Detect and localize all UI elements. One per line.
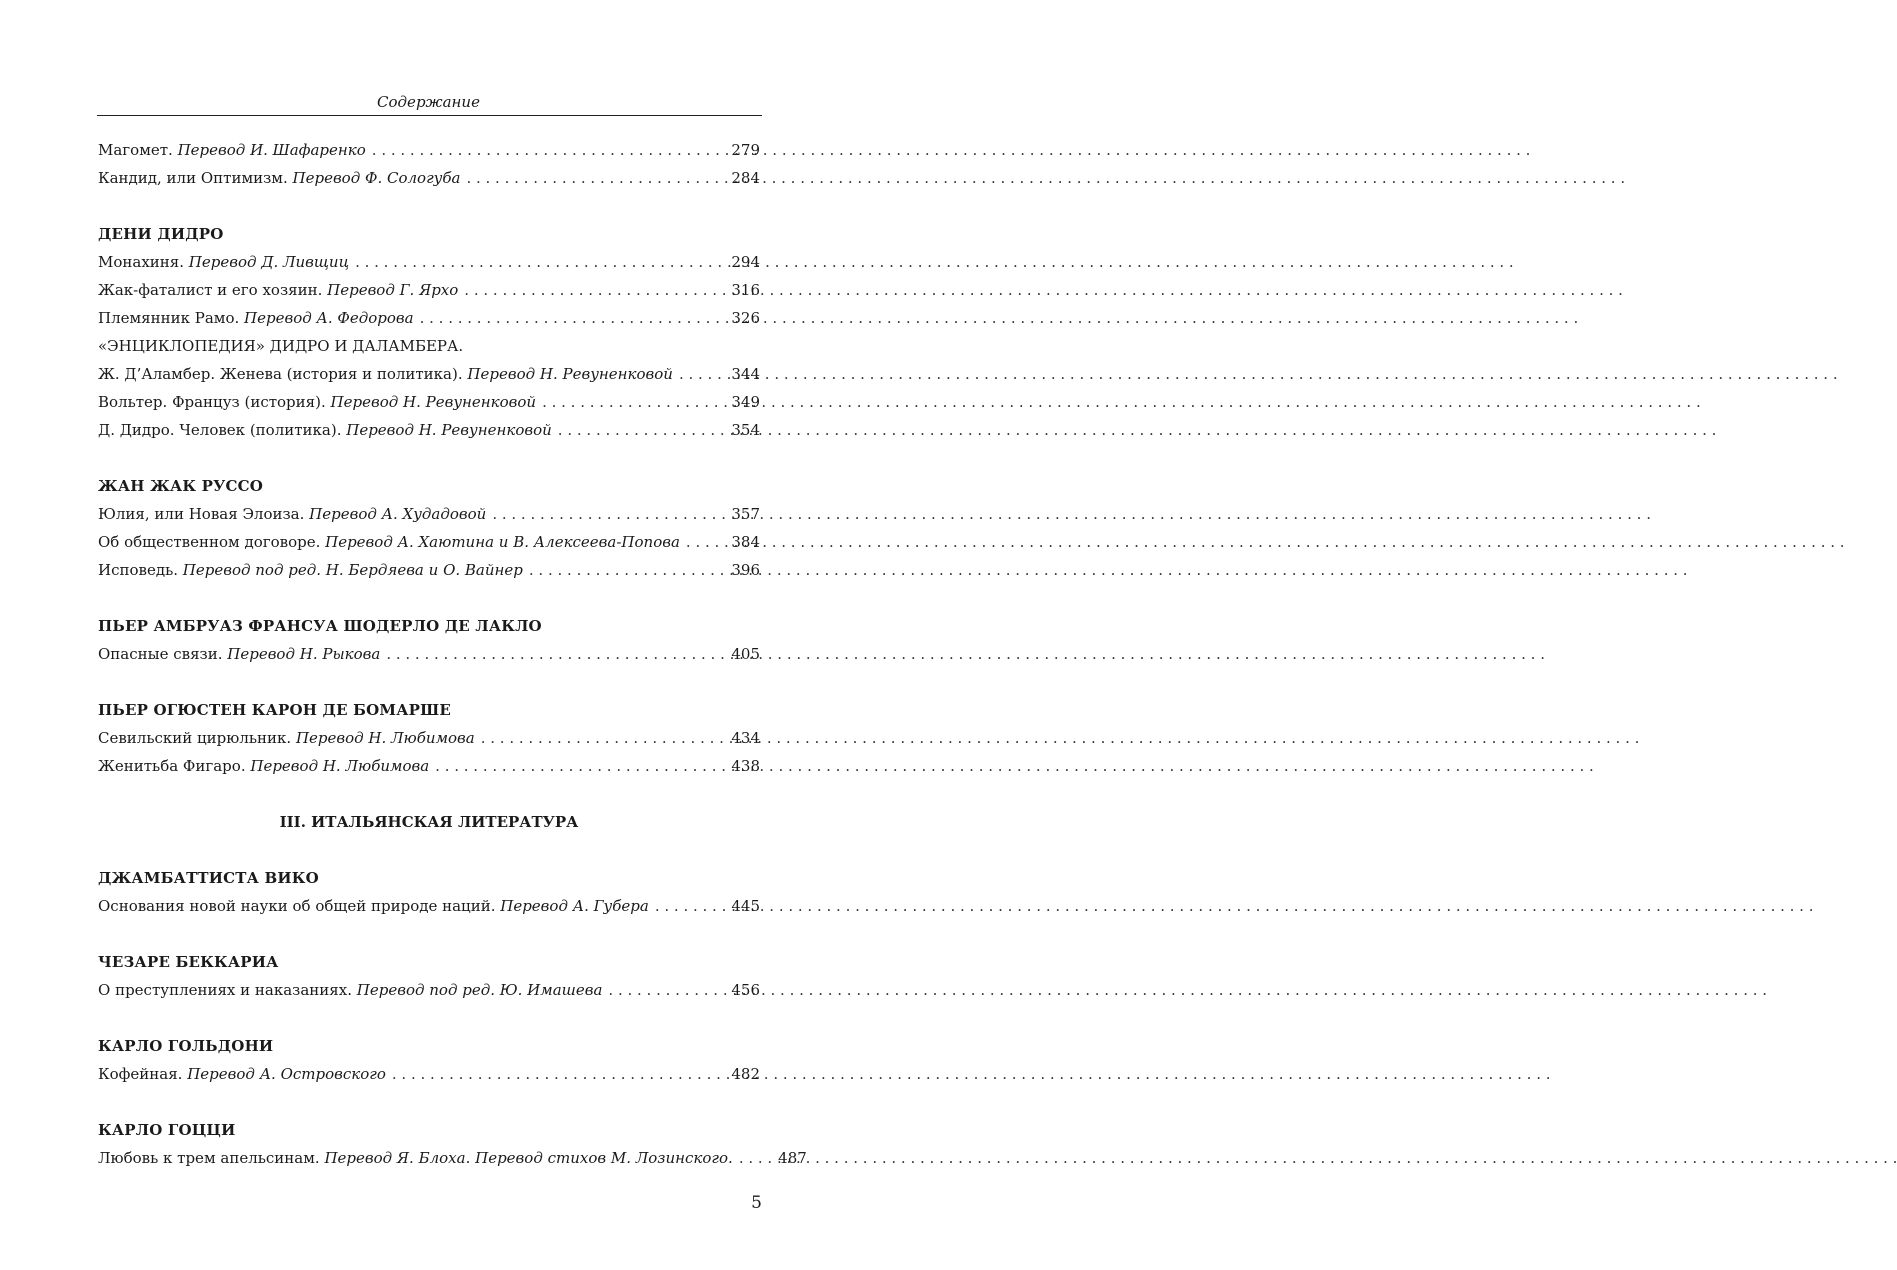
toc-section	[98, 612, 760, 668]
toc-section	[98, 864, 760, 920]
entry-translator: Перевод Н. Любимова	[250, 757, 430, 775]
author-heading: ПЬЕР АМБРУАЗ ФРАНСУА ШОДЕРЛО ДЕ ЛАКЛО	[98, 617, 542, 635]
entry-title: Женитьба Фигаро.	[98, 757, 246, 775]
entry-title: Д. Дидро. Человек (политика).	[98, 421, 342, 439]
entry-translator: Перевод Н. Рыкова	[227, 645, 381, 663]
toc-section	[98, 1032, 760, 1088]
author-heading: КАРЛО ГОЦЦИ	[98, 1121, 236, 1139]
entry-page: 405	[731, 645, 760, 663]
encyclopedia-subheading: «ЭНЦИКЛОПЕДИЯ» ДИДРО И ДАЛАМБЕРА.	[98, 337, 464, 355]
toc-entry[interactable]	[98, 528, 760, 556]
dot-leader	[355, 248, 712, 276]
entry-page: 357	[731, 505, 760, 523]
entry-translator: Перевод А. Федорова	[244, 309, 414, 327]
author-heading: ДЕНИ ДИДРО	[98, 225, 224, 243]
dot-leader	[392, 1060, 712, 1088]
dot-leader	[464, 276, 712, 304]
toc-entry[interactable]	[98, 500, 760, 528]
toc-section	[98, 948, 760, 1004]
entry-translator: Перевод Ф. Сологуба	[292, 169, 461, 187]
entry-title: Вольтер. Француз (история).	[98, 393, 326, 411]
author-heading: ЧЕЗАРЕ БЕККАРИА	[98, 953, 279, 971]
toc-entry[interactable]	[98, 892, 760, 920]
entry-translator: Перевод А. Губера	[500, 897, 649, 915]
page-number: 5	[751, 1193, 762, 1213]
author-heading: ПЬЕР ОГЮСТЕН КАРОН ДЕ БОМАРШЕ	[98, 701, 451, 719]
toc-entry[interactable]	[98, 164, 760, 192]
dot-leader	[492, 500, 712, 528]
entry-page: 284	[731, 169, 760, 187]
toc-section	[98, 136, 760, 192]
toc-entry[interactable]	[98, 1060, 760, 1088]
dot-leader	[481, 724, 712, 752]
entry-page: 438	[731, 757, 760, 775]
entry-translator: Перевод И. Шафаренко	[177, 141, 366, 159]
entry-translator: Перевод А. Хаютина и В. Алексеева-Попова	[325, 533, 680, 551]
toc-entry[interactable]	[98, 640, 760, 668]
entry-translator: Перевод Н. Ревуненковой	[467, 365, 673, 383]
entry-translator: Перевод под ред. Ю. Имашева	[356, 981, 603, 999]
header-rule	[97, 115, 762, 116]
toc-entry[interactable]	[98, 360, 760, 388]
entry-page: 434	[731, 729, 760, 747]
entry-title: Севильский цирюльник.	[98, 729, 292, 747]
entry-translator: Перевод под ред. Н. Бердяева и О. Вайнер	[182, 561, 523, 579]
entry-translator: Перевод Н. Ревуненковой	[346, 421, 552, 439]
entry-title: Об общественном договоре.	[98, 533, 321, 551]
entry-translator: Перевод Г. Ярхо	[327, 281, 459, 299]
entry-title: Юлия, или Новая Элоиза.	[98, 505, 305, 523]
entry-page: 354	[731, 421, 760, 439]
toc-entry[interactable]	[98, 724, 760, 752]
dot-leader	[679, 360, 712, 388]
author-heading: КАРЛО ГОЛЬДОНИ	[98, 1037, 274, 1055]
toc-section	[98, 472, 760, 584]
entry-translator: Перевод А. Островского	[187, 1065, 386, 1083]
table-of-contents	[98, 136, 807, 1172]
entry-title: Кофейная.	[98, 1065, 183, 1083]
entry-title: О преступлениях и наказаниях.	[98, 981, 352, 999]
entry-translator: Перевод А. Худадовой	[309, 505, 487, 523]
toc-entry[interactable]	[98, 976, 760, 1004]
toc-entry[interactable]	[98, 304, 760, 332]
toc-entry[interactable]	[98, 248, 760, 276]
dot-leader	[466, 164, 712, 192]
toc-section	[98, 1116, 807, 1172]
dot-leader	[686, 528, 712, 556]
toc-section	[98, 696, 760, 780]
entry-page: 294	[731, 253, 760, 271]
entry-page: 279	[731, 141, 760, 159]
entry-translator: Перевод Н. Любимова	[295, 729, 475, 747]
toc-section	[98, 220, 760, 444]
toc-entry[interactable]	[98, 388, 760, 416]
toc-entry[interactable]	[98, 276, 760, 304]
entry-page: 482	[731, 1065, 760, 1083]
entry-page: 396	[731, 561, 760, 579]
dot-leader	[558, 416, 712, 444]
entry-title: Любовь к трем апельсинам.	[98, 1149, 320, 1167]
entry-title: Кандид, или Оптимизм.	[98, 169, 288, 187]
dot-leader	[739, 1144, 759, 1172]
dot-leader	[542, 388, 712, 416]
part-title: III. ИТАЛЬЯНСКАЯ ЛИТЕРАТУРА	[279, 813, 579, 831]
entry-translator: Перевод Я. Блоха. Перевод стихов М. Лозинского.	[324, 1149, 733, 1167]
entry-page: 349	[731, 393, 760, 411]
toc-entry[interactable]	[98, 556, 760, 584]
dot-leader	[386, 640, 712, 668]
dot-leader	[420, 304, 712, 332]
dot-leader	[435, 752, 712, 780]
dot-leader	[608, 976, 712, 1004]
entry-title: Монахиня.	[98, 253, 185, 271]
toc-entry[interactable]	[98, 136, 760, 164]
entry-page: 487	[778, 1149, 807, 1167]
entry-translator: Перевод Н. Ревуненковой	[330, 393, 537, 411]
dot-leader	[529, 556, 712, 584]
entry-title: Опасные связи.	[98, 645, 223, 663]
toc-entry[interactable]	[98, 752, 760, 780]
running-head: Содержание	[377, 93, 480, 111]
entry-title: Ж. Д’Аламбер. Женева (история и политика).	[98, 365, 463, 383]
author-heading: ЖАН ЖАК РУССО	[98, 477, 264, 495]
entry-title: Магомет.	[98, 141, 173, 159]
entry-page: 316	[731, 281, 760, 299]
entry-page: 445	[731, 897, 760, 915]
toc-entry[interactable]	[98, 416, 760, 444]
entry-title: Исповедь.	[98, 561, 179, 579]
entry-title: Племянник Рамо.	[98, 309, 240, 327]
toc-entry[interactable]	[98, 1144, 807, 1172]
entry-page: 384	[731, 533, 760, 551]
dot-leader	[655, 892, 712, 920]
entry-page: 456	[731, 981, 760, 999]
entry-title: Основания новой науки об общей природе наций.	[98, 897, 496, 915]
author-heading: ДЖАМБАТТИСТА ВИКО	[98, 869, 319, 887]
entry-title: Жак-фаталист и его хозяин.	[98, 281, 323, 299]
entry-translator: Перевод Д. Ливщиц	[188, 253, 350, 271]
entry-page: 326	[731, 309, 760, 327]
entry-page: 344	[731, 365, 760, 383]
dot-leader	[372, 136, 712, 164]
